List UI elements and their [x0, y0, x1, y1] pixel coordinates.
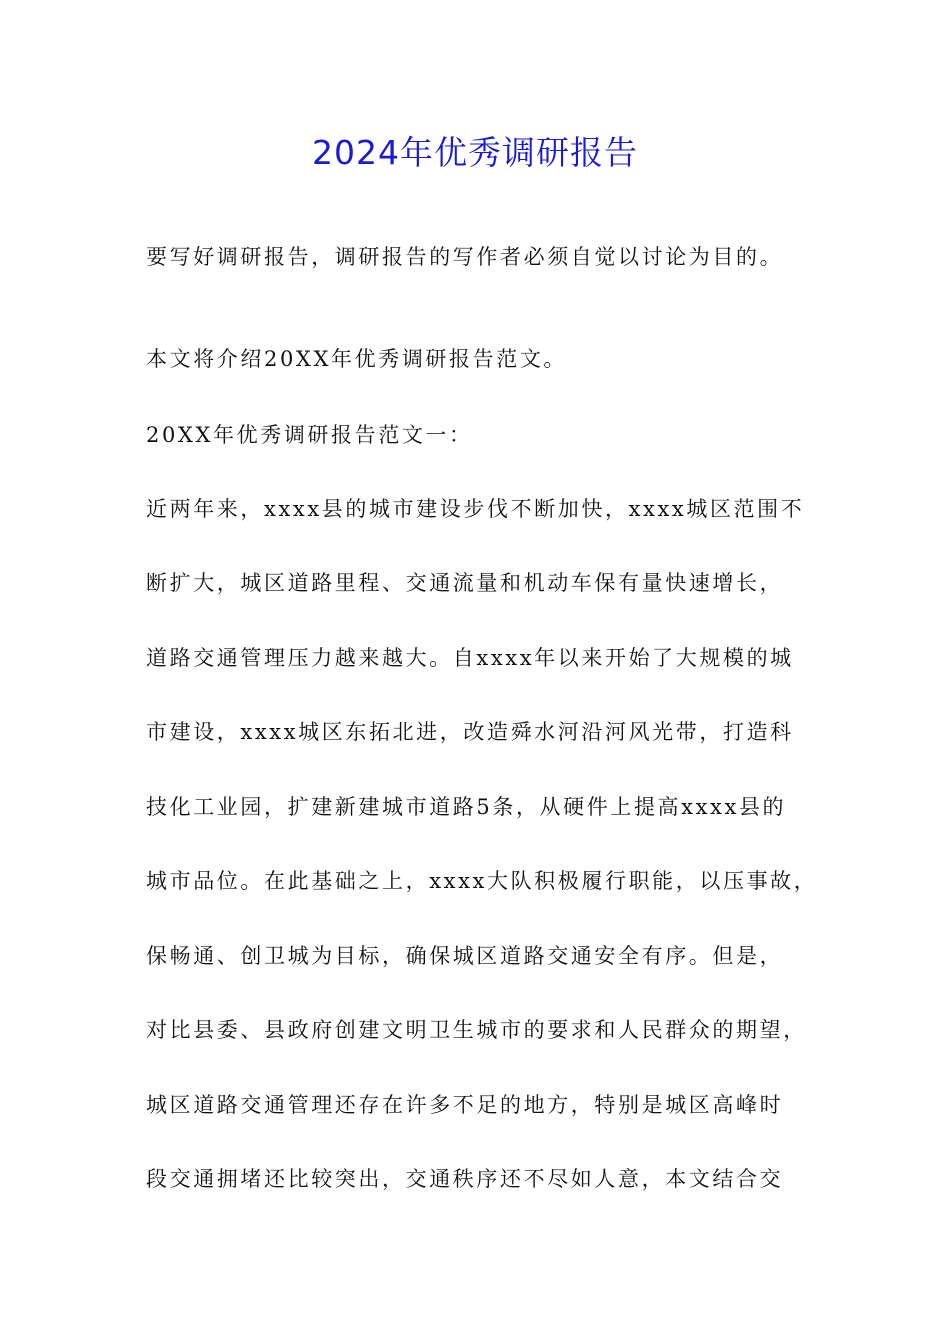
- paragraph-line: 市建设，xxxx城区东拓北进，改造舜水河沿河风光带，打造科: [146, 720, 794, 744]
- paragraph-line: 段交通拥堵还比较突出，交通秩序还不尽如人意，本文结合交: [146, 1167, 784, 1191]
- paragraph-line: 本文将介绍20XX年优秀调研报告范文。: [146, 347, 568, 371]
- document-title: 2024年优秀调研报告: [312, 133, 638, 172]
- paragraph-line: 近两年来，xxxx县的城市建设步伐不断加快，xxxx城区范围不: [146, 497, 805, 521]
- paragraph-line: 保畅通、创卫城为目标，确保城区道路交通安全有序。但是，: [146, 944, 784, 968]
- paragraph-line: 城区道路交通管理还存在许多不足的地方，特别是城区高峰时: [146, 1093, 784, 1117]
- paragraph-line: 城市品位。在此基础之上，xxxx大队积极履行职能，以压事故，: [146, 869, 818, 893]
- paragraph-line: 对比县委、县政府创建文明卫生城市的要求和人民群众的期望，: [146, 1018, 807, 1042]
- paragraph-line: 断扩大，城区道路里程、交通流量和机动车保有量快速增长，: [146, 571, 784, 595]
- section-heading: 20XX年优秀调研报告范文一：: [146, 423, 473, 447]
- paragraph-line: 技化工业园，扩建新建城市道路5条，从硬件上提高xxxx县的: [146, 795, 787, 819]
- paragraph-line: 道路交通管理压力越来越大。自xxxx年以来开始了大规模的城: [146, 646, 794, 670]
- paragraph-line: 要写好调研报告，调研报告的写作者必须自觉以讨论为目的。: [146, 245, 784, 269]
